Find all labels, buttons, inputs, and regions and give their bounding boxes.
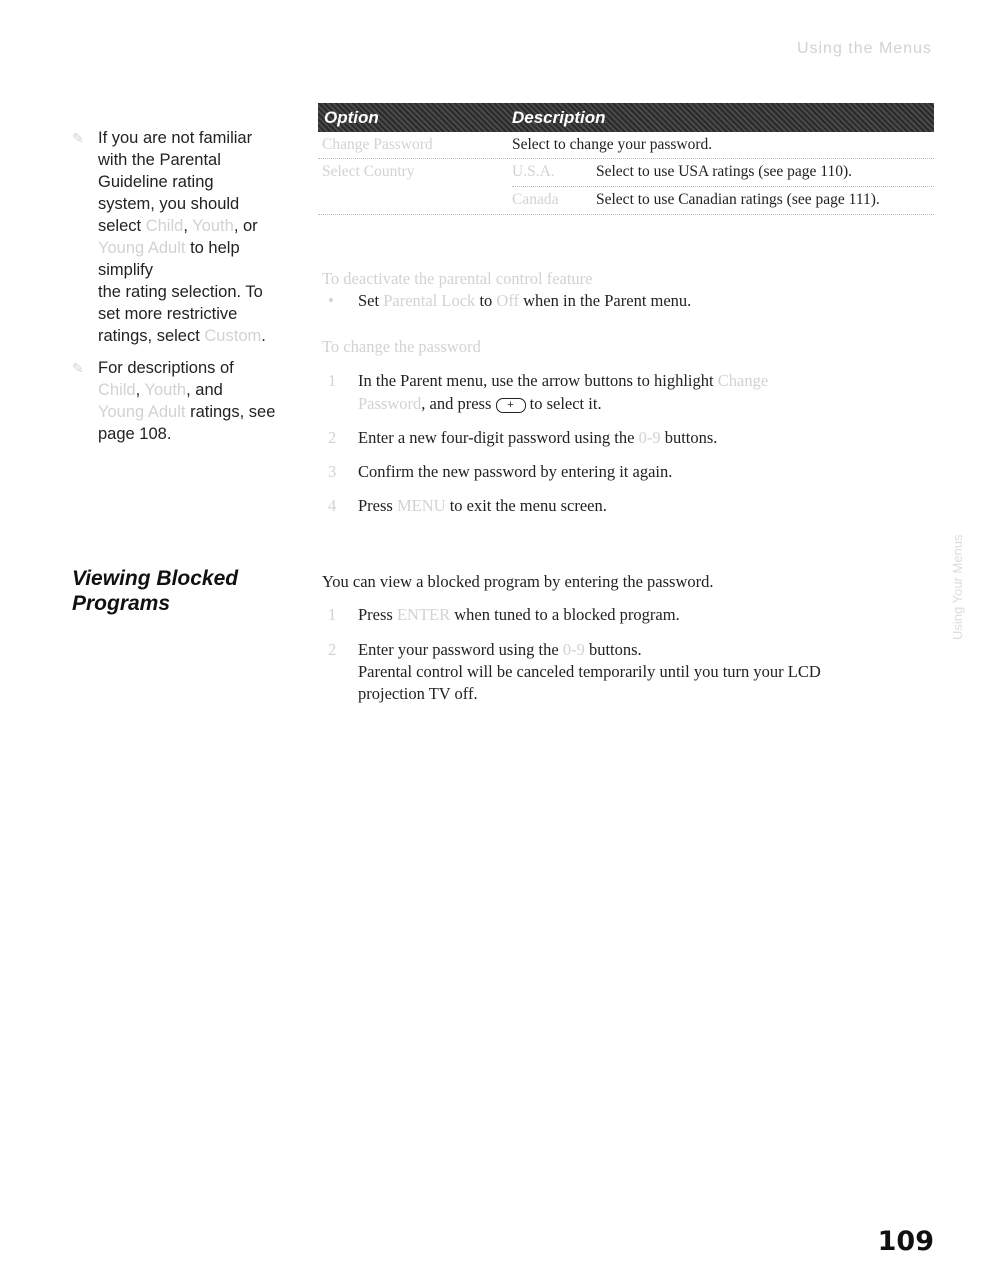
term-number-keys: 0-9 (562, 640, 585, 659)
note-icon: ✎ (72, 360, 84, 376)
viewing-step-2: 2 Enter your password using the 0-9 buttons. Parental control will be canceled temporarily until you turn your LCD projection TV off. (358, 639, 928, 705)
note1-line: set more restrictive (98, 305, 238, 323)
term-youth: Youth (144, 381, 187, 399)
table-divider (318, 158, 934, 159)
option-change-password: Change Password (322, 136, 433, 153)
term-parental-lock: Parental Lock (383, 291, 476, 310)
note2-line: page 108. (98, 425, 172, 443)
term-young-adult: Young Adult (98, 239, 186, 257)
viewing-note-line: Parental control will be canceled temporarily until you turn your LCD (358, 662, 821, 681)
change-step-4: 4 Press MENU to exit the menu screen. (328, 496, 607, 515)
desc-change-password: Select to change your password. (512, 136, 713, 153)
term-enter: ENTER (396, 605, 451, 624)
header-description: Description (512, 108, 606, 127)
step-number-1: 1 (328, 371, 337, 390)
option-usa: U.S.A. (512, 163, 555, 180)
enter-key-icon: + (496, 398, 526, 413)
note1-line: If you are not familiar (98, 129, 253, 147)
option-select-country: Select Country (322, 163, 415, 180)
term-child: Child (98, 381, 136, 399)
note2-line: For descriptions of (98, 359, 234, 377)
side-note-2 (72, 357, 298, 445)
table-divider (318, 214, 934, 215)
note1-line: the rating selection. To (98, 283, 263, 301)
note1-line: Young Adult to help simplify (98, 239, 240, 279)
change-password-heading: To change the password (322, 337, 481, 356)
term-young-adult: Young Adult (98, 403, 186, 421)
term-menu: MENU (396, 496, 446, 515)
desc-usa: Select to use USA ratings (see page 110). (596, 163, 852, 180)
bullet-icon: • (328, 291, 334, 310)
deactivate-step: • Set Parental Lock to Off when in the Parent menu. (328, 291, 692, 310)
term-youth: Youth (192, 217, 234, 235)
step-number-3: 3 (328, 462, 337, 481)
viewing-intro: You can view a blocked program by entering the password. (322, 572, 714, 591)
note1-line: select Child, Youth, or (98, 217, 258, 235)
term-custom: Custom (204, 327, 262, 345)
table-header (318, 103, 934, 132)
side-tab: Using Your Menus (950, 534, 965, 640)
term-child: Child (145, 217, 184, 235)
viewing-note-line: projection TV off. (358, 684, 478, 703)
page-number: 109 (877, 1226, 934, 1257)
step-number-1: 1 (328, 605, 337, 624)
running-head: Using the Menus (796, 40, 932, 57)
note2-line: Young Adult ratings, see (98, 403, 276, 421)
header-option: Option (324, 108, 379, 127)
note1-line: Guideline rating (98, 173, 214, 191)
term-password: Password (358, 394, 422, 413)
viewing-step-1: 1 Press ENTER when tuned to a blocked program. (328, 605, 680, 624)
step-number-2: 2 (328, 428, 337, 447)
note-icon: ✎ (72, 130, 84, 146)
step-number-2: 2 (328, 640, 337, 659)
section-title: Viewing Blocked Programs (72, 567, 239, 615)
change-step-2: 2 Enter a new four-digit password using the 0-9 buttons. (328, 428, 718, 447)
note1-line: ratings, select Custom. (98, 327, 266, 345)
side-note-1 (72, 127, 298, 347)
note1-line: with the Parental (98, 151, 221, 169)
term-number-keys: 0-9 (638, 428, 661, 447)
desc-canada: Select to use Canadian ratings (see page 111). (596, 191, 880, 208)
option-canada: Canada (512, 191, 559, 208)
term-change: Change (717, 371, 769, 390)
term-off: Off (496, 291, 520, 310)
change-step-3: 3 Confirm the new password by entering it again. (328, 462, 673, 481)
table-divider (512, 186, 934, 187)
change-step-1-cont: Password, and press + to select it. (358, 394, 602, 413)
step-number-4: 4 (328, 496, 337, 515)
change-step-1: 1 In the Parent menu, use the arrow buttons to highlight Change (328, 371, 769, 390)
note2-line: Child, Youth, and (98, 381, 223, 399)
note1-line: system, you should (98, 195, 240, 213)
deactivate-heading: To deactivate the parental control feature (322, 269, 593, 288)
